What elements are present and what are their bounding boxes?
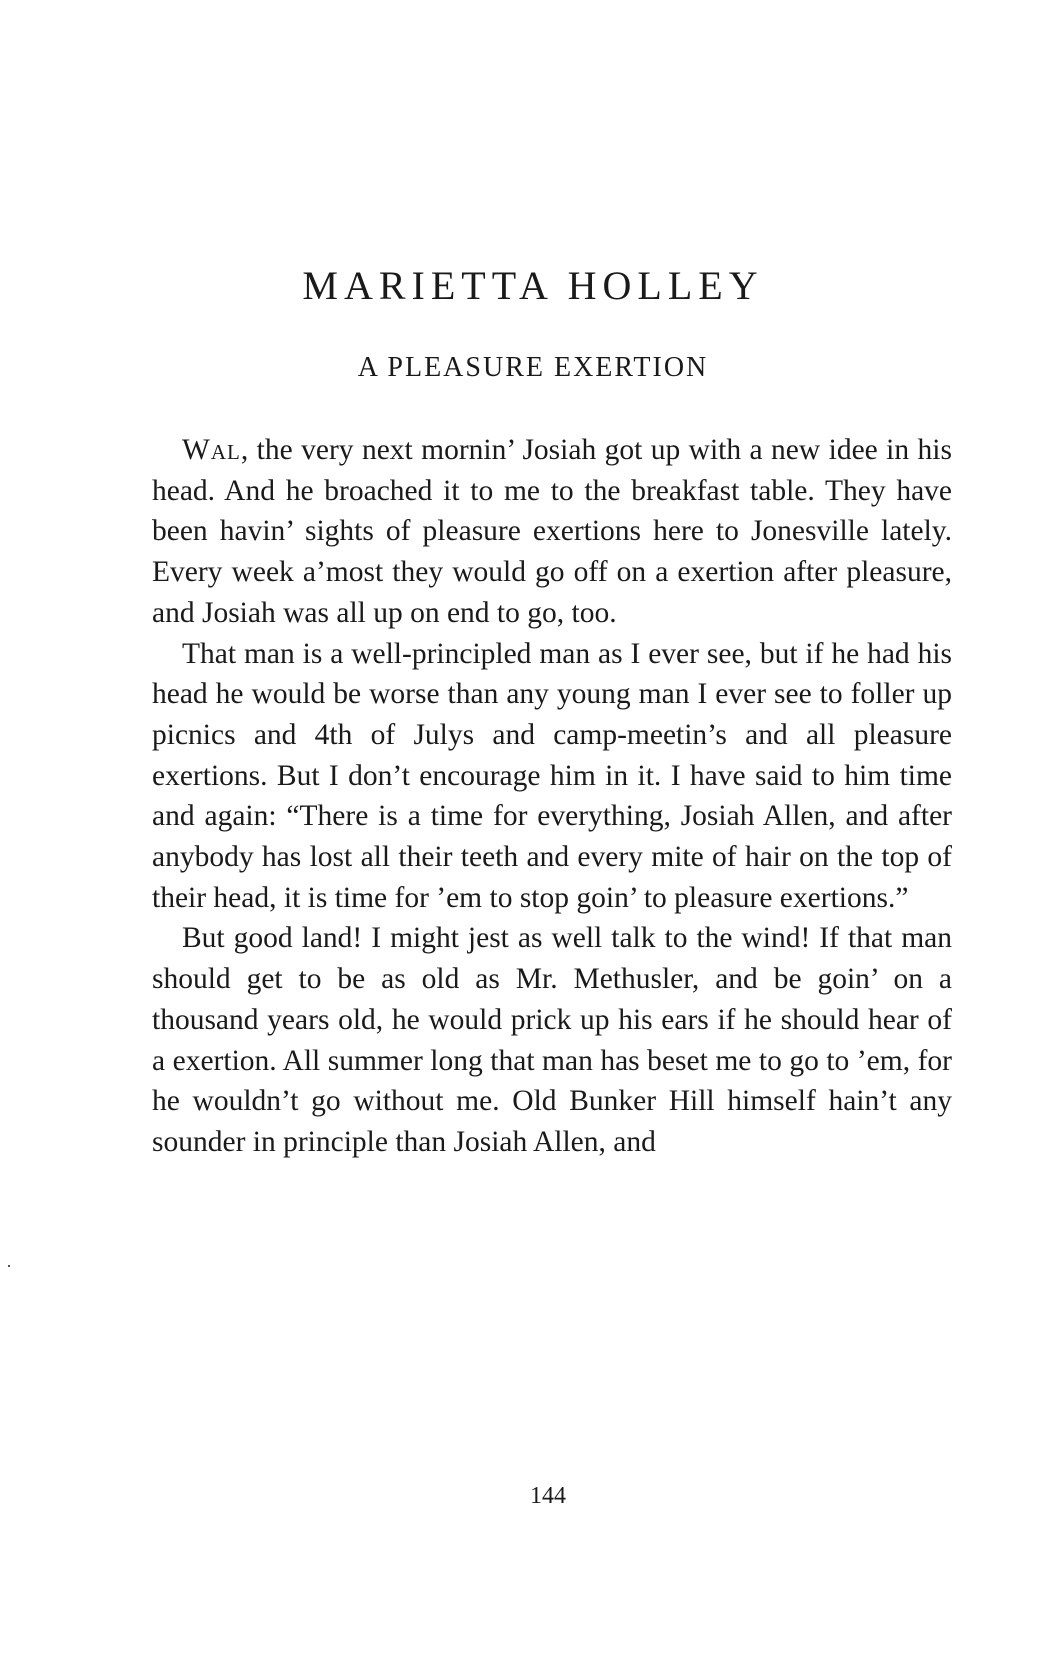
paragraph: [152, 918, 952, 1162]
paragraph-text: But good land! I might jest as well talk to the wind! If that man should get to be as old as Mr. Methusler, and be goin’ on a thousand years old, he would prick up his ears if he should hear of a exertion. All summer long that man has beset me to go to ’em, for he wouldn’t go without me. Old Bunker Hill himself hain’t any sounder in principle than Josiah Allen, and: [152, 922, 952, 1158]
paragraph-lead-word: Wal: [182, 434, 241, 466]
author-heading: MARIETTA HOLLEY: [302, 263, 764, 308]
paragraph: [152, 634, 952, 919]
paragraph-text: , the very next mornin’ Josiah got up with a new idee in his head. And he broached it to me to the breakfast table. They have been havin’ sights of pleasure exertions here to Jonesville lately. Every week a’most they would go off on a exertion after pleasure, and Josiah was all up on end to go, too.: [152, 434, 952, 629]
paragraph-text: That man is a well-principled man as I ever see, but if he had his head he would be worse than any young man I ever see to foller up picnics and 4th of Julys and camp-meetin’s and all pleasure exertions. But I don’t encourage him in it. I have said to him time and again: “There is a time for everything, Josiah Allen, and after anybody has lost all their teeth and every mite of hair on the top of their head, it is time for ’em to stop goin’ to pleasure exertions.”: [152, 637, 952, 914]
margin-speck: [8, 1265, 10, 1267]
page-number: 144: [530, 1483, 566, 1509]
body-text: [152, 430, 952, 1163]
story-title: A PLEASURE EXERTION: [357, 352, 709, 383]
paragraph: [152, 430, 952, 634]
